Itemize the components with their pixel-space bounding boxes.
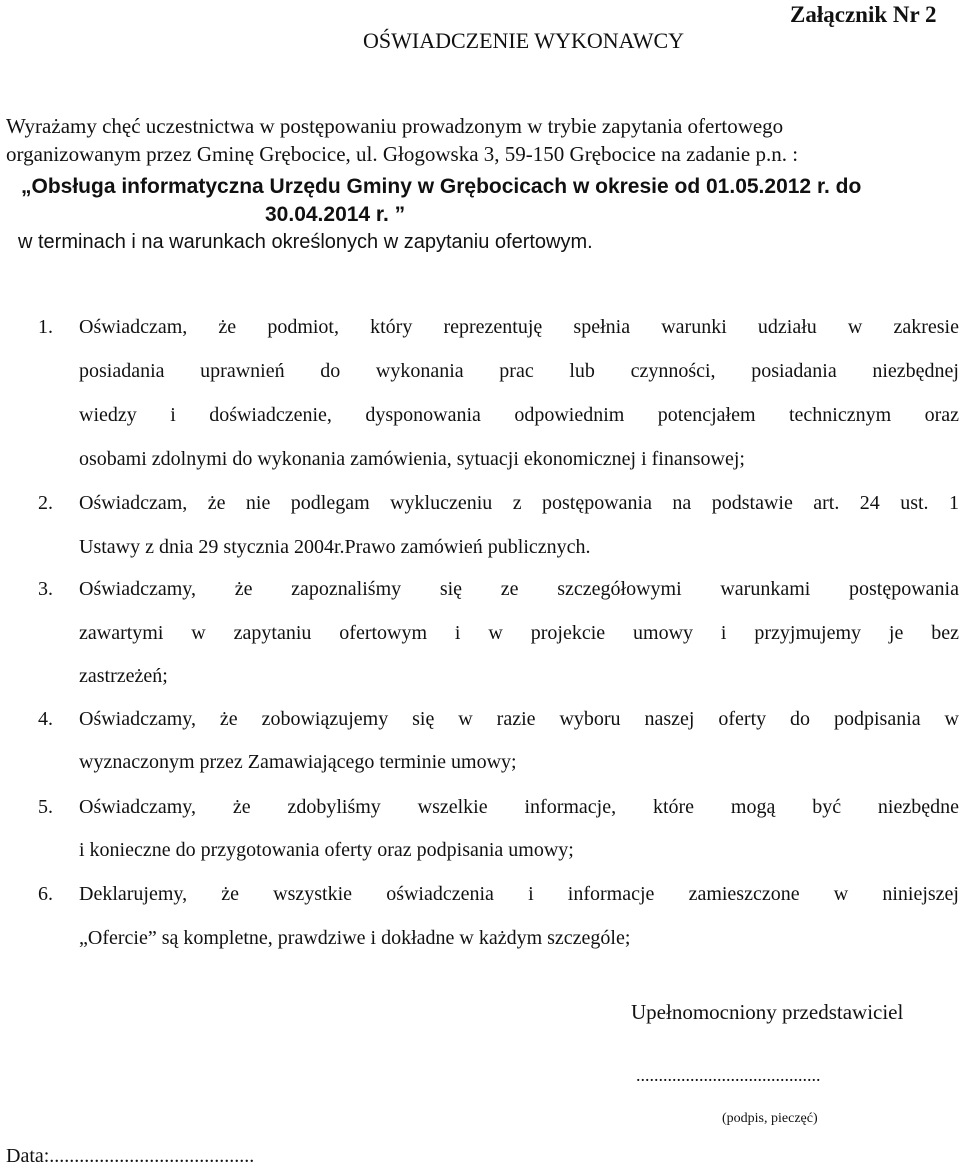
item-3-line: Oświadczamy, że zapoznaliśmy się ze szczegółowymi warunkami postępowania (79, 578, 959, 600)
item-2-number: 2. (38, 492, 53, 514)
signature-line: ......................................... (636, 1065, 821, 1085)
paren-open: ( (722, 1111, 727, 1126)
item-1-number: 1. (38, 316, 53, 338)
signature-note (722, 1111, 818, 1127)
item-6-number: 6. (38, 883, 53, 905)
item-6-line: Deklarujemy, że wszystkie oświadczenia i informacje zamieszczone w niniejszej (79, 883, 959, 905)
intro-line-1: Wyrażamy chęć uczestnictwa w postępowaniu prowadzonym w trybie zapytania ofertowego (6, 114, 784, 138)
date-field: Data:......................................... (6, 1145, 255, 1167)
subject-line-1: „Obsługa informatyczna Urzędu Gminy w Grębocicach w okresie od 01.05.2012 r. do (21, 175, 862, 198)
annex-label: Załącznik Nr 2 (790, 2, 937, 27)
terms-line: w terminach i na warunkach określonych w zapytaniu ofertowym. (18, 231, 593, 253)
item-5-line: i konieczne do przygotowania oferty oraz podpisania umowy; (79, 839, 574, 861)
subject-line-2: 30.04.2014 r. ” (265, 203, 406, 226)
item-3-line: zawartymi w zapytaniu ofertowym i w projekcie umowy i przyjmujemy je bez (79, 622, 959, 644)
item-5-line: Oświadczamy, że zdobyliśmy wszelkie informacje, które mogą być niezbędne (79, 796, 959, 818)
item-1-line: osobami zdolnymi do wykonania zamówienia, sytuacji ekonomicznej i finansowej; (79, 448, 745, 470)
item-4-line: Oświadczamy, że zobowiązujemy się w razie wyboru naszej oferty do podpisania w (79, 708, 959, 730)
item-4-line: wyznaczonym przez Zamawiającego terminie umowy; (79, 751, 517, 773)
item-1-line: posiadania uprawnień do wykonania prac lub czynności, posiadania niezbędnej (79, 360, 959, 382)
item-3-number: 3. (38, 578, 53, 600)
signature-note-text: podpis, pieczęć (726, 1111, 813, 1126)
item-5-number: 5. (38, 796, 53, 818)
document-title: OŚWIADCZENIE WYKONAWCY (363, 28, 685, 53)
item-2-line: Ustawy z dnia 29 stycznia 2004r.Prawo zamówień publicznych. (79, 536, 591, 558)
item-6-line: „Ofercie” są kompletne, prawdziwe i dokładne w każdym szczególe; (79, 927, 631, 949)
item-1-line: Oświadczam, że podmiot, który reprezentuję spełnia warunki udziału w zakresie (79, 316, 959, 338)
item-3-line: zastrzeżeń; (79, 665, 168, 687)
item-2-line: Oświadczam, że nie podlegam wykluczeniu z postępowania na podstawie art. 24 ust. 1 (79, 492, 959, 514)
paren-close: ) (812, 1111, 818, 1126)
item-4-number: 4. (38, 708, 53, 730)
intro-line-2: organizowanym przez Gminę Grębocice, ul. Głogowska 3, 59-150 Grębocice na zadanie p.n. : (6, 142, 799, 166)
signature-label: Upełnomocniony przedstawiciel (631, 1000, 904, 1024)
item-1-line: wiedzy i doświadczenie, dysponowania odpowiednim potencjałem technicznym oraz (79, 404, 959, 426)
